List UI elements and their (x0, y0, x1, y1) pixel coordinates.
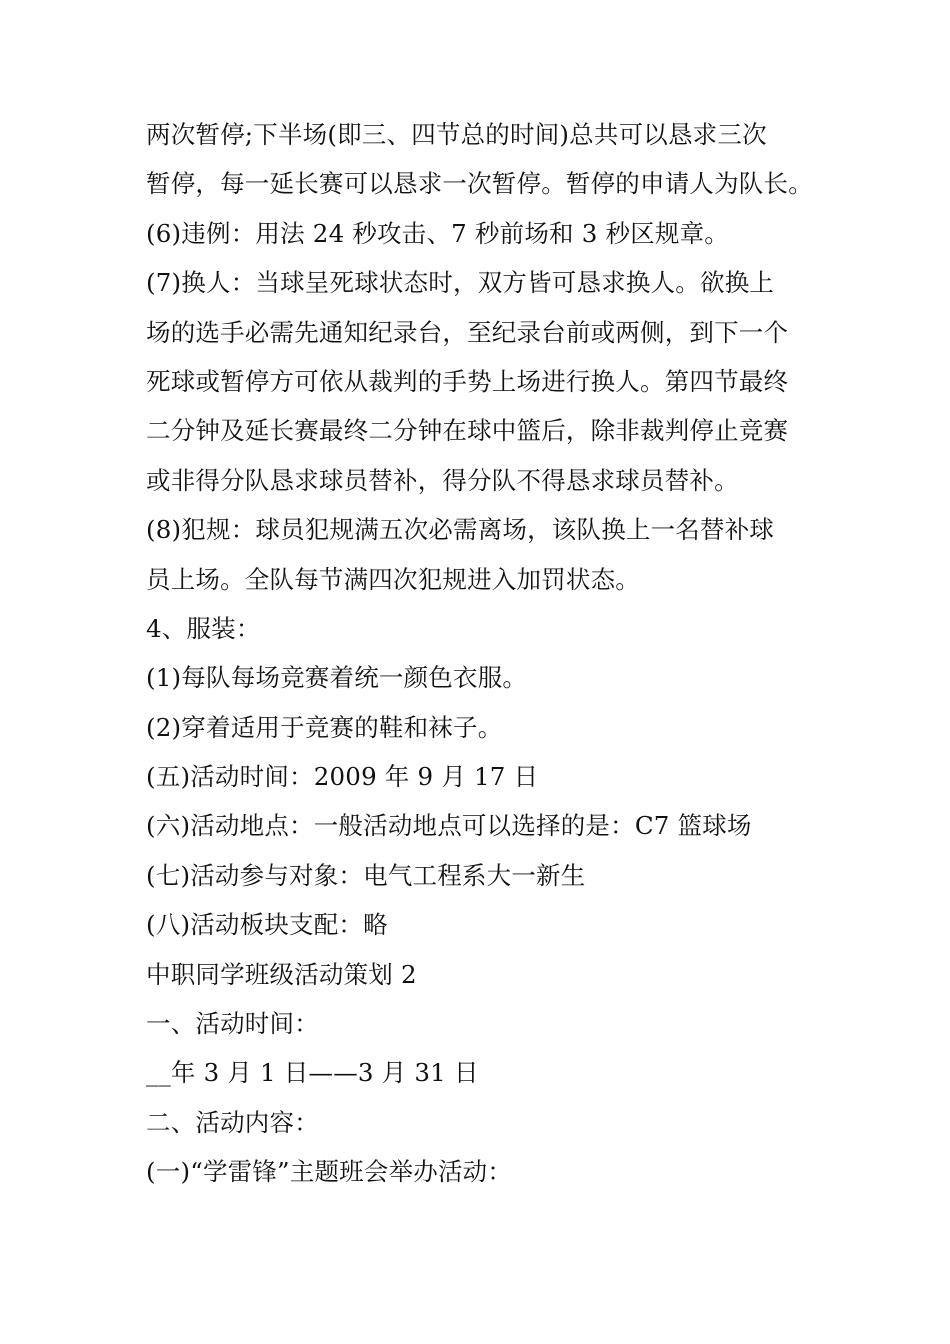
text-line: (1)每队每场竞赛着统一颜色衣服。 (146, 663, 528, 693)
text-line: (七)活动参与对象：电气工程系大一新生 (146, 860, 586, 890)
section-heading: 二、活动内容： (146, 1107, 319, 1137)
text-line: (八)活动板块支配：略 (146, 910, 388, 940)
text-line: 或非得分队恳求球员替补，得分队不得恳求球员替补。 (146, 465, 739, 495)
text-line: 两次暂停;下半场(即三、四节总的时间)总共可以恳求三次 (146, 120, 767, 149)
text-line: 二分钟及延长赛最终二分钟在球中篮后，除非裁判停止竞赛 (146, 416, 789, 446)
text-line: (2)穿着适用于竞赛的鞋和袜子。 (146, 712, 503, 742)
text-line: (8)犯规：球员犯规满五次必需离场，该队换上一名替补球 (146, 515, 775, 545)
text-line: (一)“学雷锋”主题班会举办活动： (146, 1157, 513, 1187)
text-line: 员上场。全队每节满四次犯规进入加罚状态。 (146, 564, 640, 594)
text-line: (6)违例：用法 24 秒攻击、7 秒前场和 3 秒区规章。 (146, 218, 729, 248)
text-line: (六)活动地点：一般活动地点可以选择的是：C7 篮球场 (146, 811, 752, 841)
text-line: __年 3 月 1 日——3 月 31 日 (146, 1058, 479, 1088)
text-line: 场的选手必需先通知纪录台，至纪录台前或两侧，到下一个 (146, 317, 789, 347)
section-heading: 4、服装： (146, 613, 261, 643)
text-line: (五)活动时间：2009 年 9 月 17 日 (146, 762, 539, 792)
section-heading: 一、活动时间： (146, 1009, 319, 1039)
text-line: 死球或暂停方可依从裁判的手势上场进行换人。第四节最终 (146, 366, 789, 396)
document-body (146, 110, 826, 1197)
document-title: 中职同学班级活动策划 2 (146, 959, 417, 989)
text-line: 暂停，每一延长赛可以恳求一次暂停。暂停的申请人为队长。 (146, 169, 813, 199)
text-line: (7)换人：当球呈死球状态时，双方皆可恳求换人。欲换上 (146, 268, 775, 298)
